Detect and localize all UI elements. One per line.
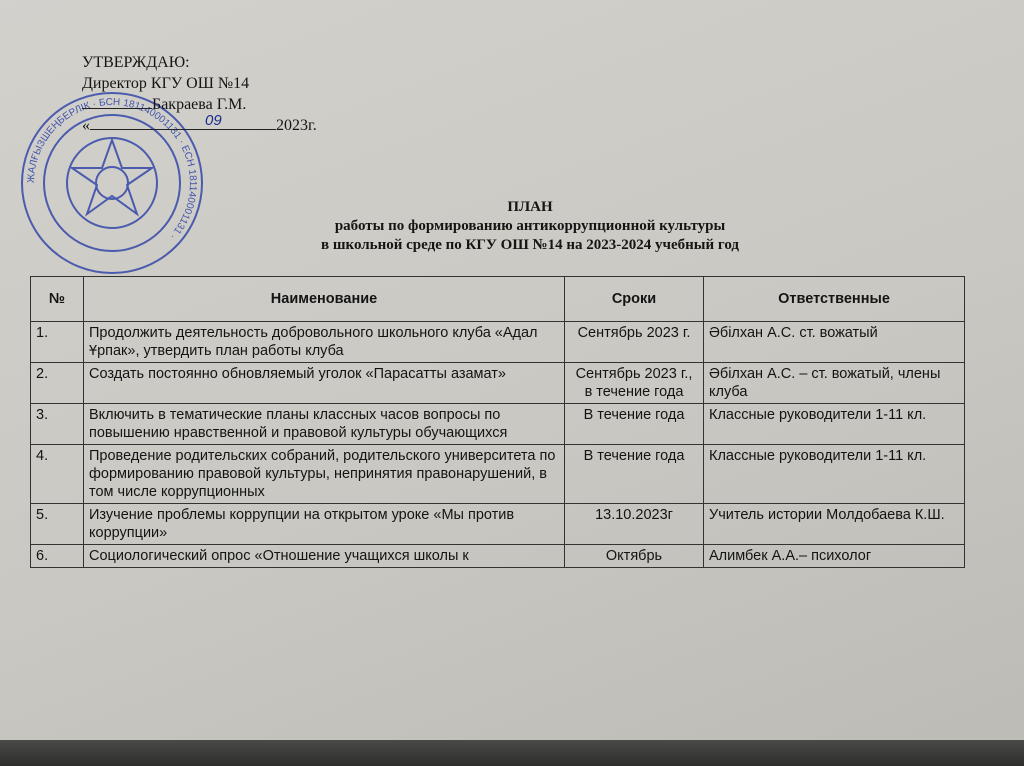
- row-num: 4.: [31, 445, 84, 504]
- row-resp: Алимбек А.А.– психолог: [704, 545, 965, 568]
- row-name: Социологический опрос «Отношение учащихся школы к: [84, 545, 565, 568]
- plan-table: [30, 276, 965, 568]
- header-term: Сроки: [565, 277, 704, 322]
- row-term: В течение года: [565, 445, 704, 504]
- row-resp: Классные руководители 1-11 кл.: [704, 445, 965, 504]
- handwritten-date: 09: [205, 112, 222, 129]
- row-resp: Әбілхан А.С. ст. вожатый: [704, 322, 965, 363]
- table-header-row: [31, 277, 965, 322]
- header-name: Наименование: [84, 277, 565, 322]
- row-num: 5.: [31, 504, 84, 545]
- row-num: 2.: [31, 363, 84, 404]
- row-name: Включить в тематические планы классных часов вопросы по повышению нравственной и правовой культуры обучающихся: [84, 404, 565, 445]
- title-line-3: в школьной среде по КГУ ОШ №14 на 2023-2024 учебный год: [321, 237, 739, 253]
- table-row: [31, 322, 965, 363]
- title-line-2: работы по формированию антикоррупционной культуры: [334, 218, 726, 234]
- document-title: [270, 198, 790, 255]
- header-num: №: [31, 277, 84, 322]
- seal-text: ЖАЛҒЫЗШЕҢБЕРЛІК · БСН 181140001131 · ЕСН 181140001131 ·: [25, 96, 199, 242]
- row-name: Создать постоянно обновляемый уголок «Парасатты азамат»: [84, 363, 565, 404]
- table-row: [31, 504, 965, 545]
- row-num: 3.: [31, 404, 84, 445]
- approval-name: Бакраева Г.М.: [152, 96, 247, 113]
- approval-heading: УТВЕРЖДАЮ:: [82, 54, 190, 71]
- row-resp: Әбілхан А.С. – ст. вожатый, члены клуба: [704, 363, 965, 404]
- row-name: Проведение родительских собраний, родительского университета по формированию правовой культуры, непринятия правонарушений, в том числе коррупционных: [84, 445, 565, 504]
- row-name: Продолжить деятельность добровольного школьного клуба «Адал Ұрпак», утвердить план работы клуба: [84, 322, 565, 363]
- row-term: 13.10.2023г: [565, 504, 704, 545]
- table-row: [31, 445, 965, 504]
- row-term: Октябрь: [565, 545, 704, 568]
- row-term: Сентябрь 2023 г.: [565, 322, 704, 363]
- approval-block: [82, 52, 317, 136]
- row-num: 6.: [31, 545, 84, 568]
- table-row: [31, 545, 965, 568]
- row-term: В течение года: [565, 404, 704, 445]
- table-row: [31, 363, 965, 404]
- title-line-1: ПЛАН: [507, 199, 553, 215]
- row-num: 1.: [31, 322, 84, 363]
- desk-surface: [0, 740, 1024, 766]
- approval-date: 2023г.: [276, 117, 317, 134]
- approval-position: Директор КГУ ОШ №14: [82, 75, 250, 92]
- header-resp: Ответственные: [704, 277, 965, 322]
- date-prefix: «: [82, 117, 90, 134]
- row-resp: Учитель истории Молдобаева К.Ш.: [704, 504, 965, 545]
- row-name: Изучение проблемы коррупции на открытом уроке «Мы против коррупции»: [84, 504, 565, 545]
- row-resp: Классные руководители 1-11 кл.: [704, 404, 965, 445]
- table-row: [31, 404, 965, 445]
- row-term: Сентябрь 2023 г., в течение года: [565, 363, 704, 404]
